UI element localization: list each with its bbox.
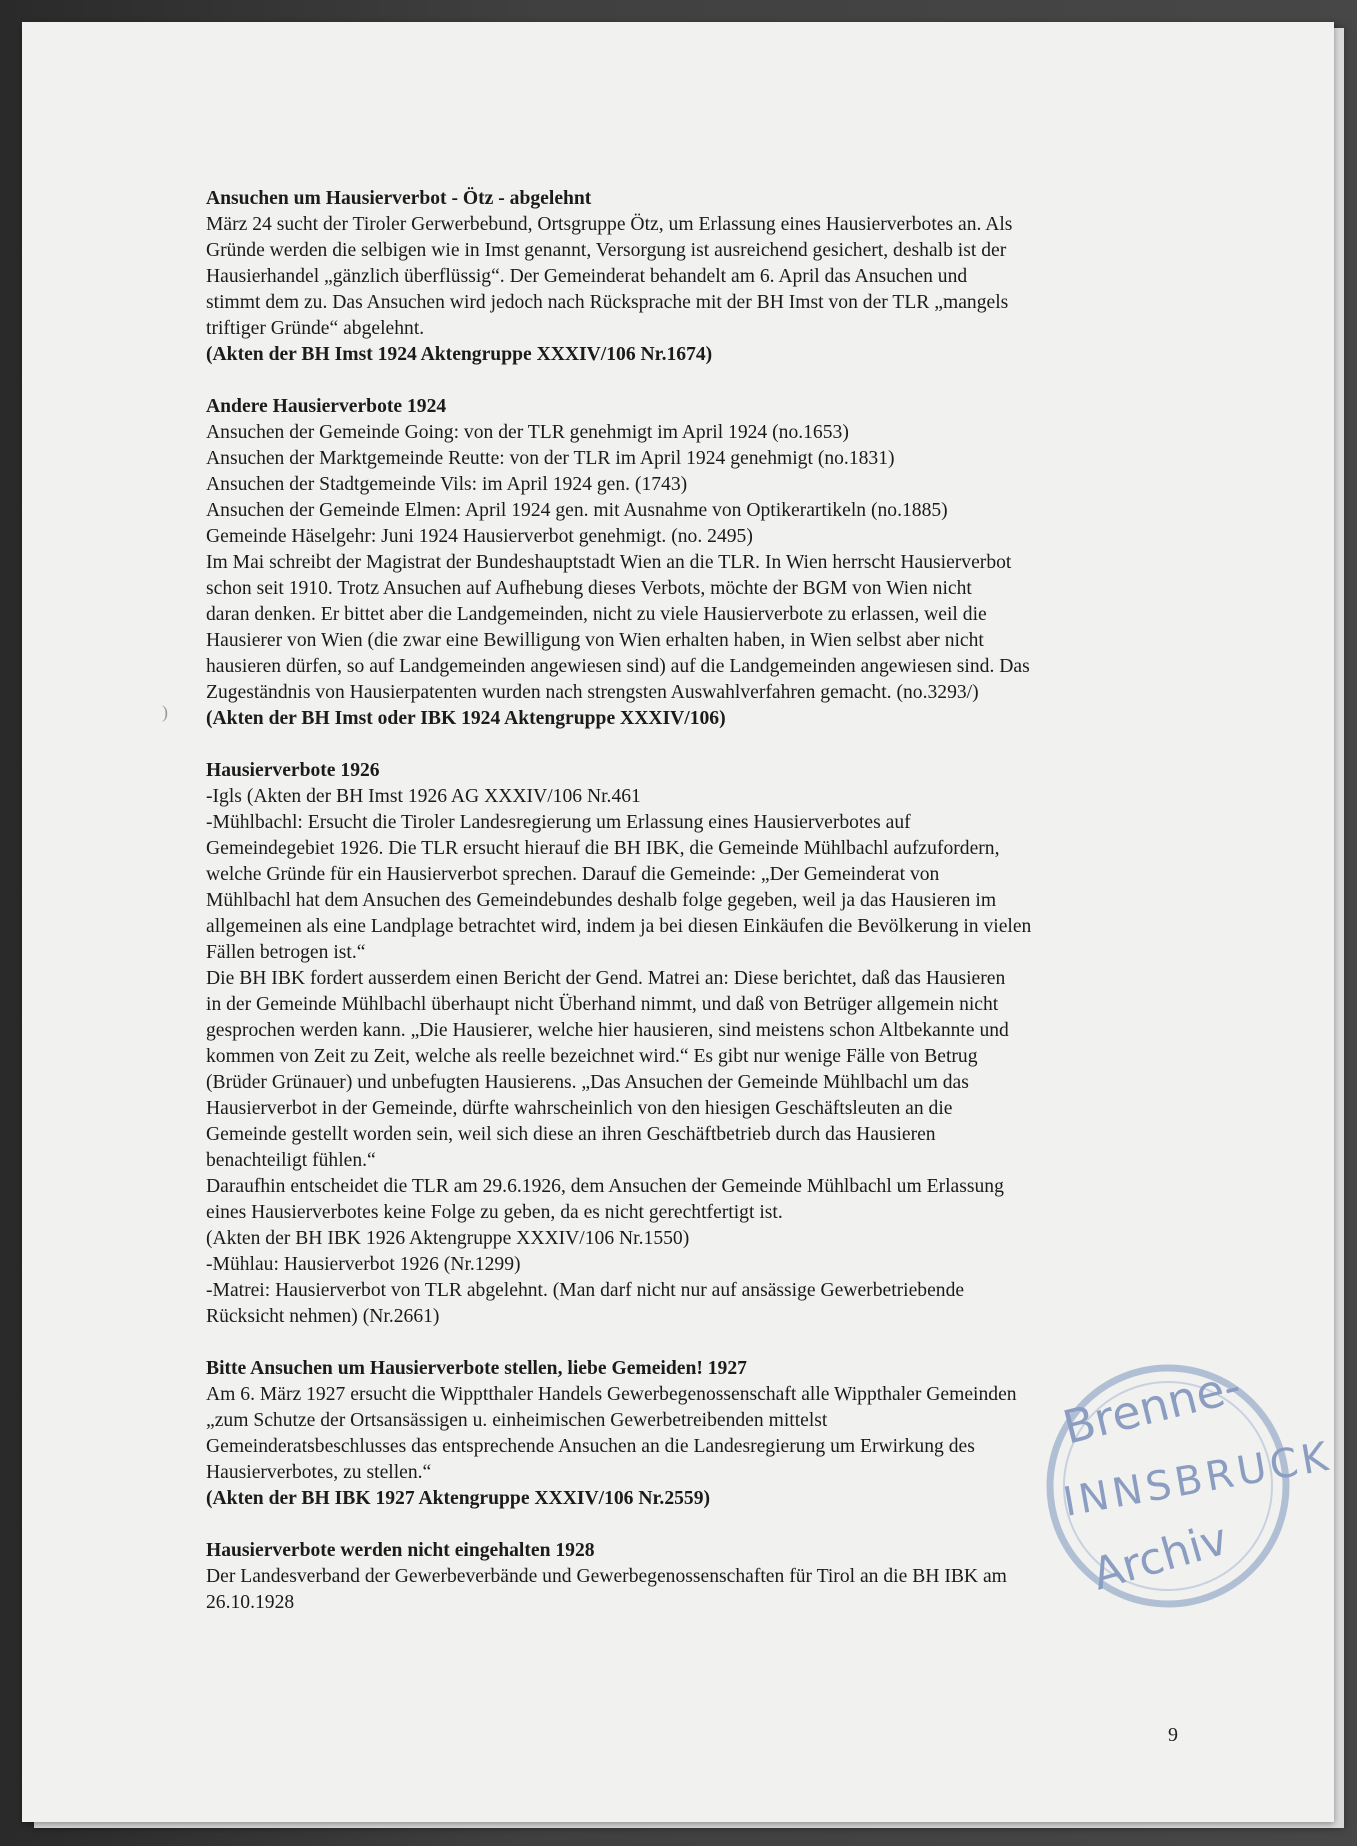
body-line: kommen von Zeit zu Zeit, welche als reelle bezeichnet wird.“ Es gibt nur wenige Fälle von Betrug <box>206 1046 978 1067</box>
body-line: 26.10.1928 <box>206 1592 295 1613</box>
section-andere-1924 <box>206 394 1206 732</box>
body-line: Ansuchen der Gemeinde Elmen: April 1924 gen. mit Ausnahme von Optikerartikeln (no.1885) <box>206 500 948 521</box>
body-line: welche Gründe für ein Hausierverbot sprechen. Darauf die Gemeinde: „Der Gemeinderat von <box>206 864 940 885</box>
archive-citation: (Akten der BH IBK 1927 Aktengruppe XXXIV/106 Nr.2559) <box>206 1488 711 1509</box>
body-line: in der Gemeinde Mühlbachl überhaupt nicht Überhand nimmt, und daß von Betrüger allgemein nicht <box>206 994 999 1015</box>
section-heading: Andere Hausierverbote 1924 <box>206 396 447 417</box>
body-line: Daraufhin entscheidet die TLR am 29.6.1926, dem Ansuchen der Gemeinde Mühlbachl um Erlassung <box>206 1176 1004 1197</box>
hole-punch-mark: ) <box>162 702 168 722</box>
body-line: gesprochen werden kann. „Die Hausierer, welche hier hausieren, sind meistens schon Altbekannte und <box>206 1020 1009 1041</box>
body-line: Im Mai schreibt der Magistrat der Bundeshauptstadt Wien an die TLR. In Wien herrscht Hausierverbot <box>206 552 1012 573</box>
body-line: -Mühlbachl: Ersucht die Tiroler Landesregierung um Erlassung eines Hausierverbotes auf <box>206 812 911 833</box>
archive-citation: (Akten der BH Imst 1924 Aktengruppe XXXIV/106 Nr.1674) <box>206 344 713 365</box>
section-oetz <box>206 186 1206 368</box>
body-line: (Akten der BH IBK 1926 Aktengruppe XXXIV/106 Nr.1550) <box>206 1228 690 1249</box>
section-heading: Bitte Ansuchen um Hausierverbote stellen, liebe Gemeiden! 1927 <box>206 1358 747 1379</box>
body-line: Rücksicht nehmen) (Nr.2661) <box>206 1306 440 1327</box>
body-line: Ansuchen der Stadtgemeinde Vils: im April 1924 gen. (1743) <box>206 474 688 495</box>
body-line: schon seit 1910. Trotz Ansuchen auf Aufhebung dieses Verbots, möchte der BGM von Wien nicht <box>206 578 972 599</box>
body-line: -Matrei: Hausierverbot von TLR abgelehnt. (Man darf nicht nur auf ansässige Gewerbetriebende <box>206 1280 965 1301</box>
body-line: Gemeindegebiet 1926. Die TLR ersucht hierauf die BH IBK, die Gemeinde Mühlbachl aufzufordern, <box>206 838 1000 859</box>
archive-stamp-icon <box>1028 1354 1336 1614</box>
body-line: allgemeinen als eine Landplage betrachtet wird, indem ja bei diesen Einkäufen die Bevölkerung in vielen <box>206 916 1032 937</box>
document-page <box>22 22 1334 1822</box>
stamp-bottom-text: Archiv <box>1086 1513 1234 1601</box>
section-heading: Hausierverbote 1926 <box>206 760 380 781</box>
body-line: Mühlbachl hat dem Ansuchen des Gemeindebundes deshalb folge gegeben, weil ja das Hausieren im <box>206 890 997 911</box>
body-line: Gemeinderatsbeschlusses das entsprechende Ansuchen an die Landesregierung um Erwirkung des <box>206 1436 975 1457</box>
section-1926 <box>206 758 1206 1330</box>
body-line: Die BH IBK fordert ausserdem einen Bericht der Gend. Matrei an: Diese berichtet, daß das Hausieren <box>206 968 1006 989</box>
body-line: Hausierverbotes, zu stellen.“ <box>206 1462 432 1483</box>
page-number: 9 <box>1168 1724 1178 1746</box>
body-line: daran denken. Er bittet aber die Landgemeinden, nicht zu viele Hausierverbote zu erlassen, weil die <box>206 604 987 625</box>
section-heading: Hausierverbote werden nicht eingehalten 1928 <box>206 1540 595 1561</box>
stamp-top-text: Brenne- <box>1057 1358 1247 1455</box>
body-line: (Brüder Grünauer) und unbefugten Hausierens. „Das Ansuchen der Gemeinde Mühlbachl um das <box>206 1072 969 1093</box>
body-line: Zugeständnis von Hausierpatenten wurden nach strengsten Auswahlverfahren gemacht. (no.3293/) <box>206 682 979 703</box>
body-line: stimmt dem zu. Das Ansuchen wird jedoch nach Rücksprache mit der BH Imst von der TLR „mangels <box>206 292 1009 313</box>
body-line: Gründe werden die selbigen wie in Imst genannt, Versorgung ist ausreichend gesichert, deshalb ist der <box>206 240 1007 261</box>
section-heading: Ansuchen um Hausierverbot - Ötz - abgelehnt <box>206 188 592 209</box>
body-line: eines Hausierverbotes keine Folge zu geben, da es nicht gerechtfertigt ist. <box>206 1202 783 1223</box>
body-line: triftiger Gründe“ abgelehnt. <box>206 318 425 339</box>
body-line: -Mühlau: Hausierverbot 1926 (Nr.1299) <box>206 1254 521 1275</box>
stamp-middle-text: INNSBRUCK <box>1059 1433 1336 1526</box>
body-line: hausieren dürfen, so auf Landgemeinden angewiesen sind) auf die Landgemeinden angewiesen sind. Das <box>206 656 1030 677</box>
archive-citation: (Akten der BH Imst oder IBK 1924 Aktengruppe XXXIV/106) <box>206 708 726 729</box>
body-line: benachteiligt fühlen.“ <box>206 1150 376 1171</box>
body-line: Gemeinde gestellt worden sein, weil sich diese an ihren Geschäftbetrieb durch das Hausieren <box>206 1124 936 1145</box>
body-line: Der Landesverband der Gewerbeverbände und Gewerbegenossenschaften für Tirol an die BH IBK am <box>206 1566 1007 1587</box>
body-line: Hausierer von Wien (die zwar eine Bewilligung von Wien erhalten haben, in Wien selbst aber nicht <box>206 630 984 651</box>
body-line: Hausierverbot in der Gemeinde, dürfte wahrscheinlich von den hiesigen Geschäftsleuten an die <box>206 1098 953 1119</box>
body-line: Ansuchen der Gemeinde Going: von der TLR genehmigt im April 1924 (no.1653) <box>206 422 849 443</box>
body-line: Am 6. März 1927 ersucht die Wipptthaler Handels Gewerbegenossenschaft alle Wippthaler Gemeinden <box>206 1384 1017 1405</box>
body-line: März 24 sucht der Tiroler Gerwerbebund, Ortsgruppe Ötz, um Erlassung eines Hausierverbotes an. Als <box>206 214 1013 235</box>
body-line: Hausierhandel „gänzlich überflüssig“. Der Gemeinderat behandelt am 6. April das Ansuchen und <box>206 266 968 287</box>
body-line: Fällen betrogen ist.“ <box>206 942 366 963</box>
body-line: Gemeinde Häselgehr: Juni 1924 Hausierverbot genehmigt. (no. 2495) <box>206 526 753 547</box>
body-line: -Igls (Akten der BH Imst 1926 AG XXXIV/106 Nr.461 <box>206 786 641 807</box>
body-line: „zum Schutze der Ortsansässigen u. einheimischen Gewerbetreibenden mittelst <box>206 1410 828 1431</box>
body-line: Ansuchen der Marktgemeinde Reutte: von der TLR im April 1924 genehmigt (no.1831) <box>206 448 895 469</box>
